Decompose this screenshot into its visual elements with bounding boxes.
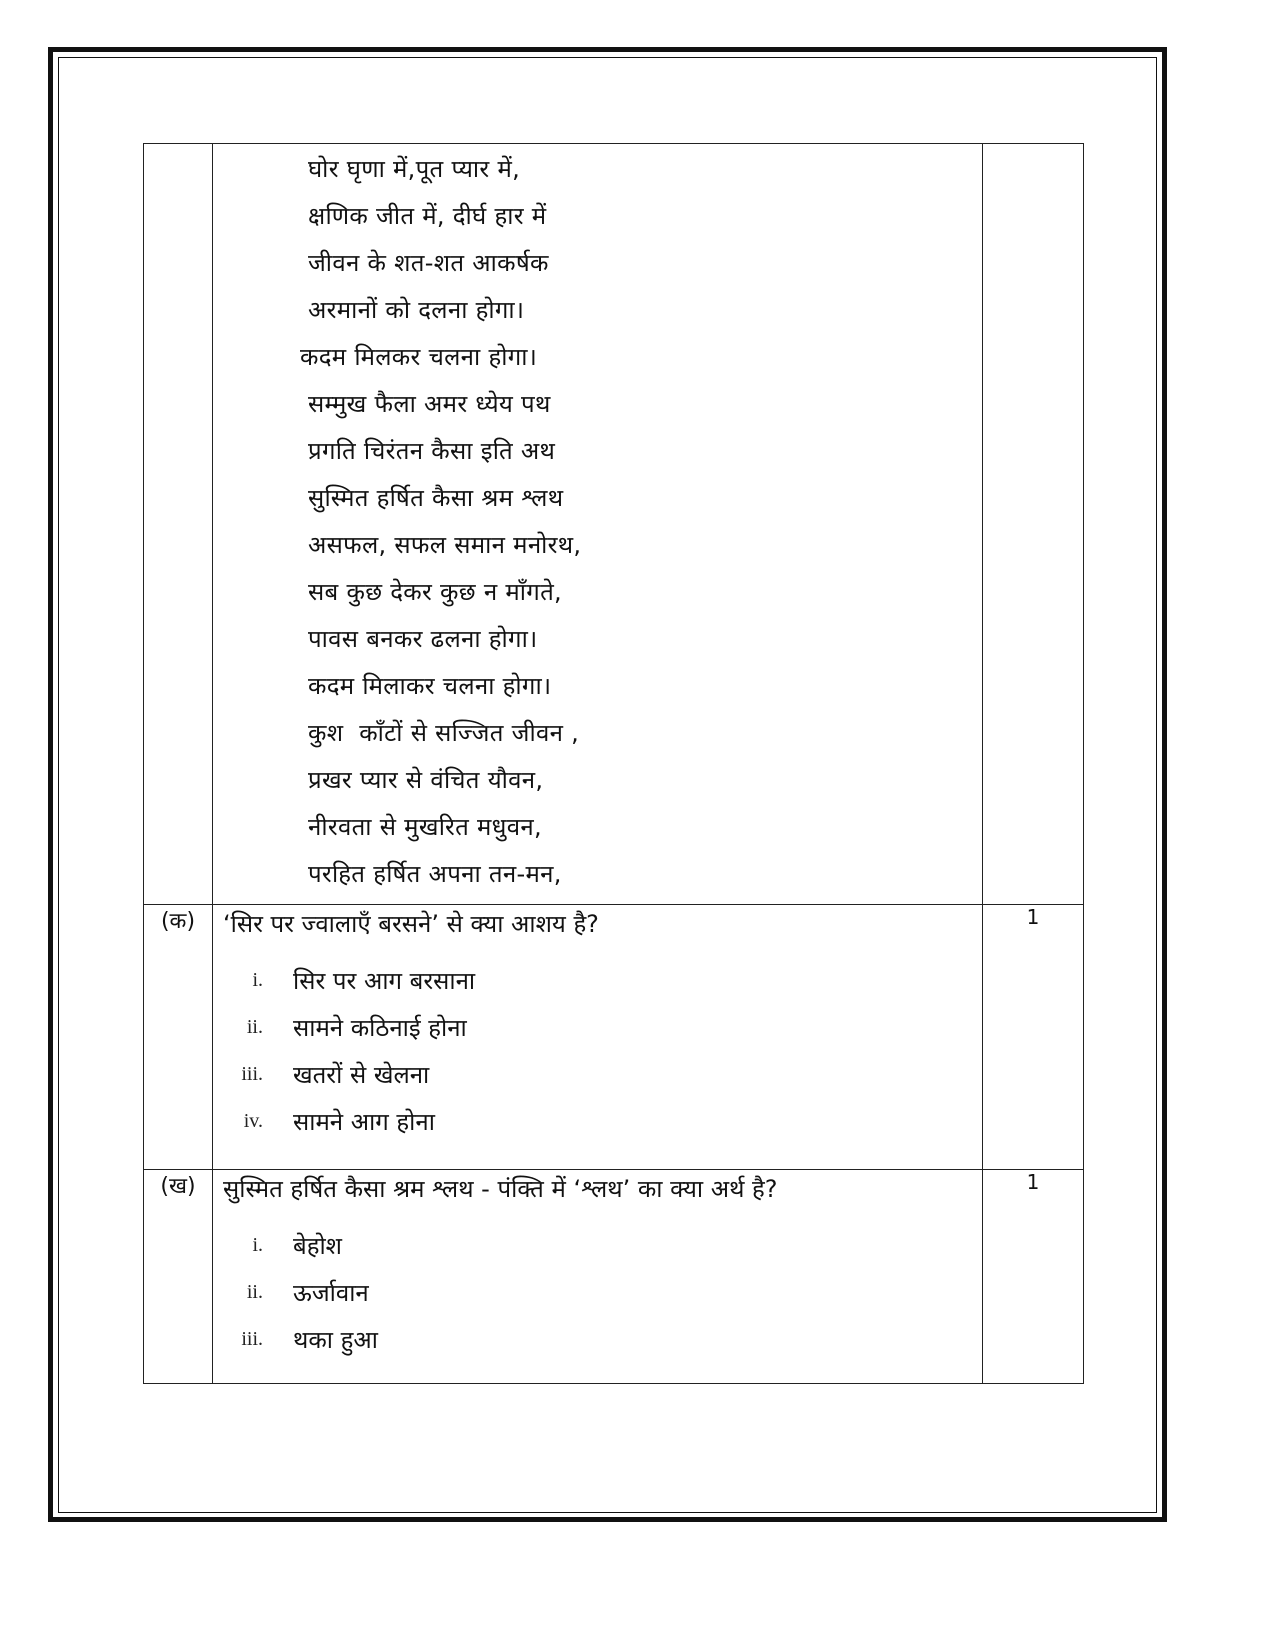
poem-line: सुस्मित हर्षित कैसा श्रम श्लथ <box>308 484 564 512</box>
option-number: i. <box>252 1234 263 1256</box>
poem-line: घोर घृणा में,पूत प्यार में, <box>308 155 521 183</box>
option-item <box>213 1222 982 1269</box>
option-item <box>213 1004 982 1051</box>
option-item <box>213 1098 982 1145</box>
poem-line: अरमानों को दलना होगा। <box>308 296 525 324</box>
poem-marks-cell <box>983 144 1084 905</box>
poem-cell <box>213 144 983 905</box>
option-number: iv. <box>243 1110 263 1132</box>
poem-line: जीवन के शत-शत आकर्षक <box>308 249 549 277</box>
option-text: बेहोश <box>293 1232 342 1260</box>
question-label: (ख) <box>144 1170 213 1384</box>
poem-line: परहित हर्षित अपना तन-मन, <box>308 860 562 888</box>
question-marks: 1 <box>983 1170 1084 1384</box>
option-number: iii. <box>241 1063 263 1085</box>
option-number: ii. <box>246 1281 263 1303</box>
option-number: i. <box>252 969 263 991</box>
option-list <box>213 1222 982 1363</box>
poem-line: प्रगति चिरंतन कैसा इति अथ <box>308 437 556 465</box>
option-text: सामने कठिनाई होना <box>293 1014 467 1042</box>
question-marks: 1 <box>983 905 1084 1170</box>
option-item <box>213 1269 982 1316</box>
option-text: सामने आग होना <box>293 1108 435 1136</box>
question-body <box>213 905 983 1170</box>
option-text: ऊर्जावान <box>293 1279 369 1307</box>
poem-line: कदम मिलाकर चलना होगा। <box>308 672 552 700</box>
poem-line: सब कुछ देकर कुछ न माँगते, <box>308 578 562 606</box>
option-text: थका हुआ <box>293 1326 378 1354</box>
question-row-kh <box>144 1170 1084 1384</box>
poem-row <box>144 144 1084 905</box>
option-number: ii. <box>246 1016 263 1038</box>
question-label: (क) <box>144 905 213 1170</box>
poem-line: कदम मिलकर चलना होगा। <box>300 343 538 371</box>
option-number: iii. <box>241 1328 263 1350</box>
option-item <box>213 957 982 1004</box>
poem-line: असफल, सफल समान मनोरथ, <box>308 531 582 559</box>
poem <box>213 144 982 904</box>
poem-label-cell <box>144 144 213 905</box>
question-row-k <box>144 905 1084 1170</box>
option-text: सिर पर आग बरसाना <box>293 967 476 995</box>
poem-line: सम्मुख फैला अमर ध्येय पथ <box>308 390 551 418</box>
poem-line: पावस बनकर ढलना होगा। <box>308 625 538 653</box>
question-text: सुस्मित हर्षित कैसा श्रम श्लथ - पंक्ति में ‘श्लथ’ का क्या अर्थ है? <box>223 1175 778 1203</box>
poem-line: प्रखर प्यार से वंचित यौवन, <box>308 766 544 794</box>
poem-line: कुश काँटों से सज्जित जीवन , <box>308 719 580 747</box>
option-list <box>213 957 982 1145</box>
question-table <box>143 143 1084 1384</box>
option-text: खतरों से खेलना <box>293 1061 430 1089</box>
option-item <box>213 1051 982 1098</box>
question-text: ‘सिर पर ज्वालाएँ बरसने’ से क्या आशय है? <box>223 910 599 938</box>
poem-line: नीरवता से मुखरित मधुवन, <box>308 813 542 841</box>
option-item <box>213 1316 982 1363</box>
question-body <box>213 1170 983 1384</box>
poem-line: क्षणिक जीत में, दीर्घ हार में <box>308 202 547 230</box>
